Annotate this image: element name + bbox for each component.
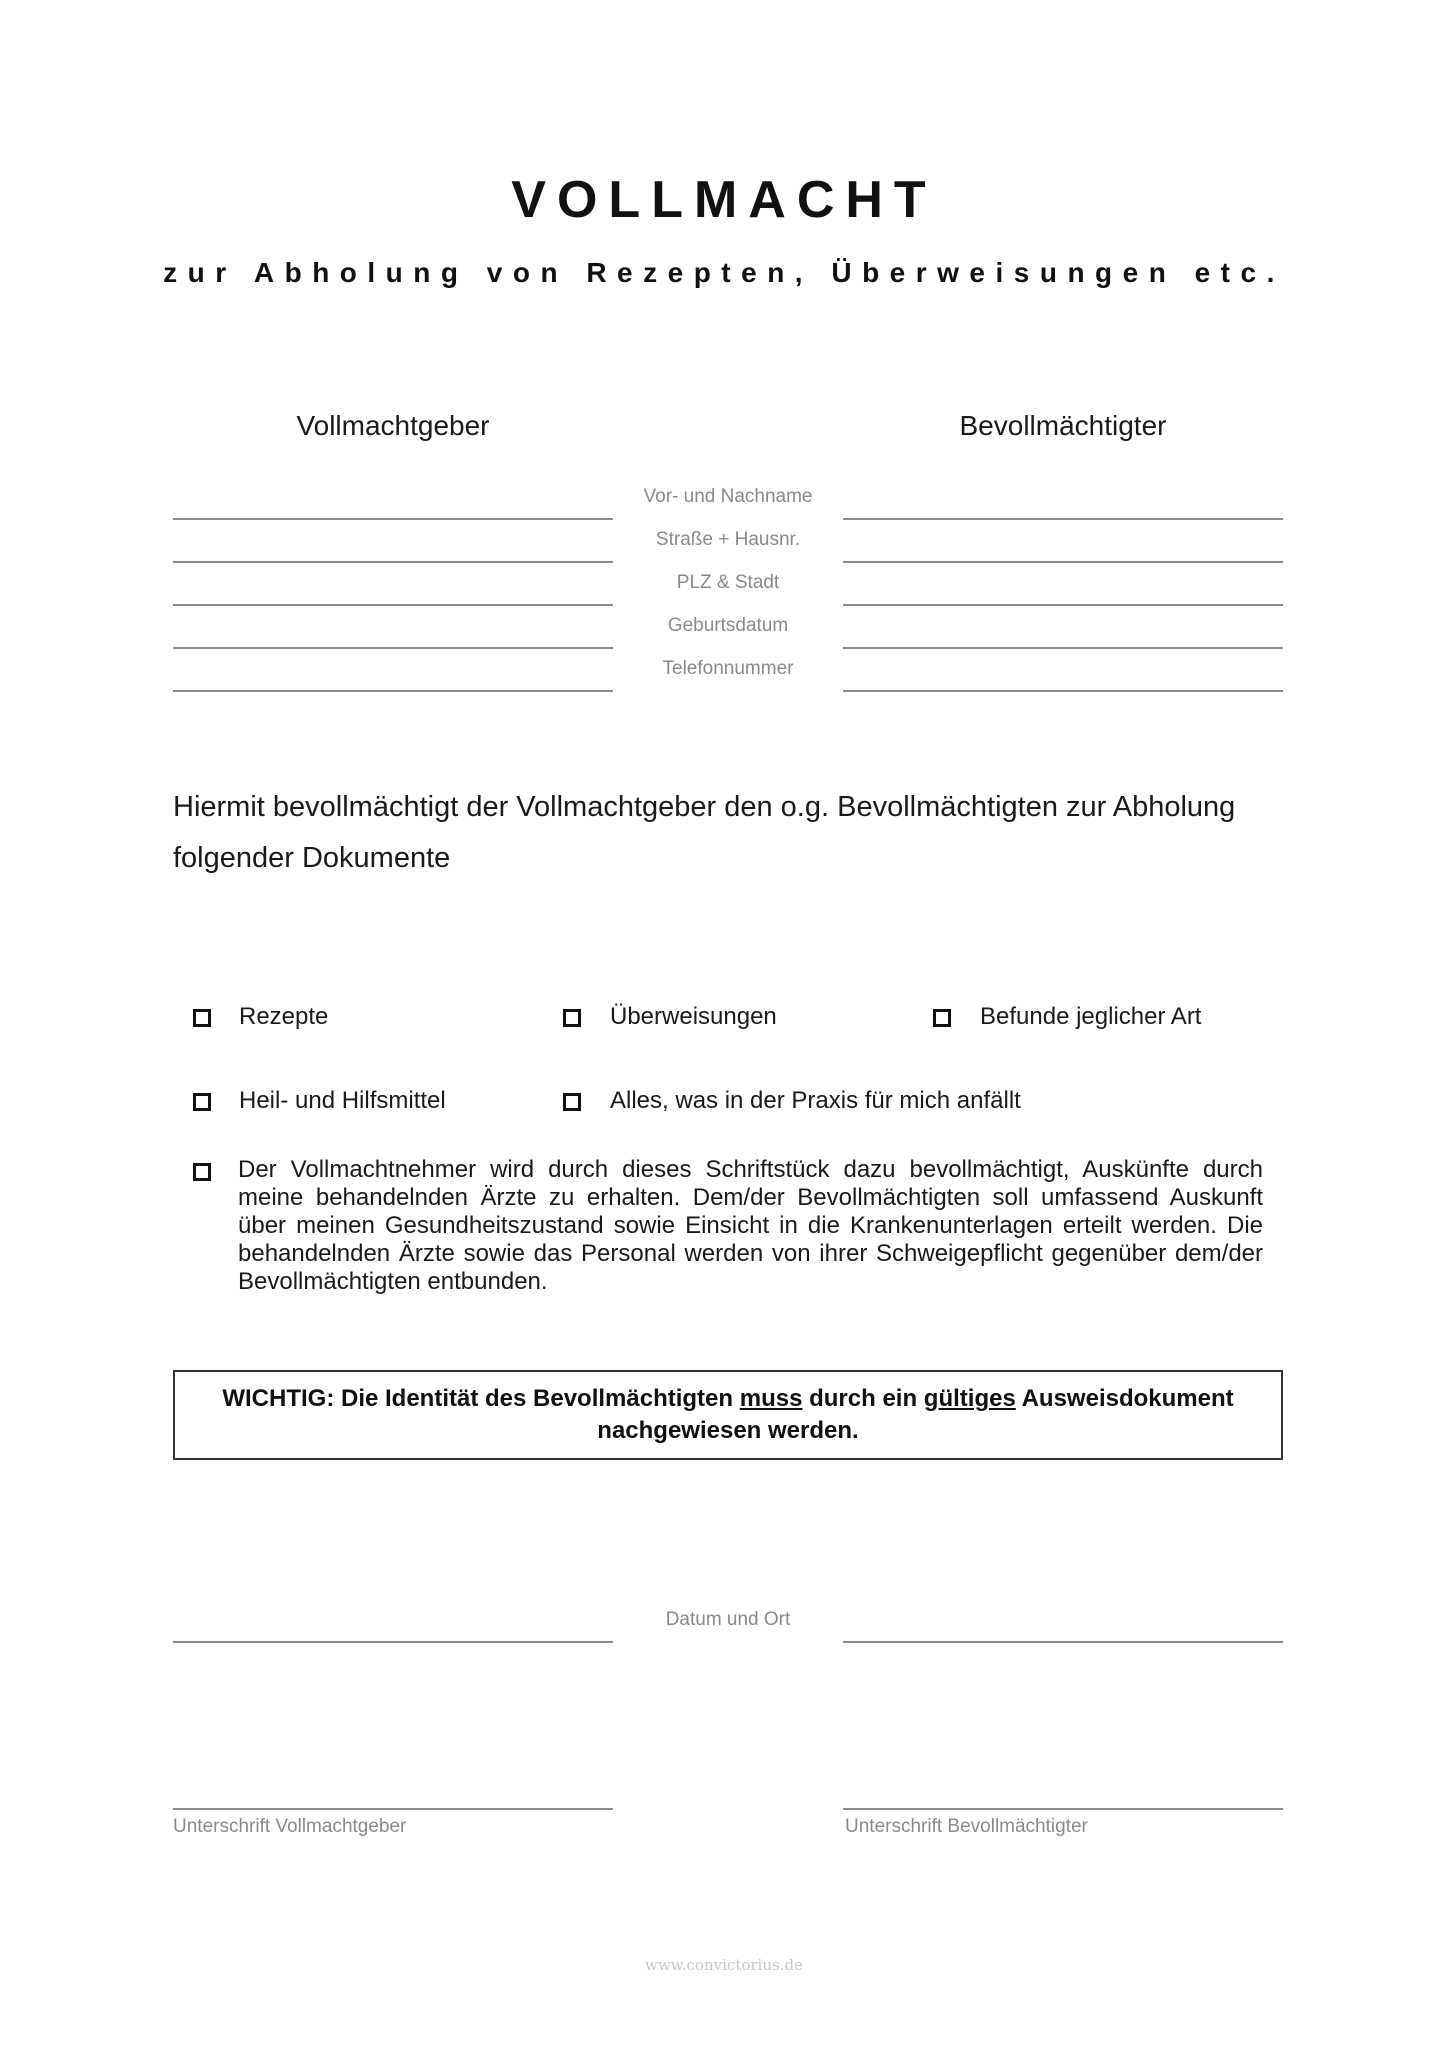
grantor-birthdate-line[interactable] [173, 647, 613, 649]
checkbox-ueberweisungen[interactable] [563, 1009, 581, 1027]
proxy-city-line[interactable] [843, 604, 1283, 606]
important-prefix: WICHTIG: Die Identität des Bevollmächtigten [222, 1385, 740, 1412]
grantor-name-line[interactable] [173, 518, 613, 520]
important-must: muss [739, 1385, 803, 1412]
checkbox-heilmittel[interactable] [193, 1093, 211, 1111]
important-valid: gültiges [923, 1385, 1016, 1412]
proxy-name-line[interactable] [843, 518, 1283, 520]
proxy-heading: Bevollmächtigter [959, 410, 1167, 441]
date-line-left[interactable] [173, 1641, 613, 1643]
option-label-rezepte: Rezepte [239, 1003, 329, 1030]
proxy-signature-label: Unterschrift Bevollmächtigter [845, 1816, 1088, 1837]
option-label-befunde: Befunde jeglicher Art [980, 1003, 1202, 1030]
checkbox-auskunft[interactable] [193, 1163, 211, 1181]
proxy-phone-line[interactable] [843, 690, 1283, 692]
option-label-ueberweisungen: Überweisungen [610, 1003, 777, 1030]
footer-url: www.convictorius.de [645, 1956, 803, 1974]
document-subtitle: zur Abholung von Rezepten, Überweisungen etc. [163, 257, 1285, 288]
checkbox-rezepte[interactable] [193, 1009, 211, 1027]
field-label-phone: Telefonnummer [662, 658, 794, 679]
checkbox-alles[interactable] [563, 1093, 581, 1111]
grantor-signature-line[interactable] [173, 1808, 613, 1810]
important-notice [173, 1370, 1283, 1460]
proxy-birthdate-line[interactable] [843, 647, 1283, 649]
field-label-city: PLZ & Stadt [676, 572, 780, 593]
option-label-alles: Alles, was in der Praxis für mich anfällt [610, 1087, 1021, 1114]
important-suffix: Ausweisdokument nachgewiesen werden. [597, 1385, 1234, 1444]
grantor-phone-line[interactable] [173, 690, 613, 692]
checkbox-befunde[interactable] [933, 1009, 951, 1027]
grantor-signature-label: Unterschrift Vollmachtgeber [173, 1816, 407, 1837]
field-label-name: Vor- und Nachname [643, 486, 813, 507]
intro-text: Hiermit bevollmächtigt der Vollmachtgeber den o.g. Bevollmächtigten zur Abholung folgender Dokumente [173, 791, 1236, 874]
document-title: VOLLMACHT [511, 171, 937, 229]
important-middle: durch ein [802, 1385, 924, 1412]
consent-paragraph: Der Vollmachtnehmer wird durch dieses Schriftstück dazu bevollmächtigt, Auskünfte durch meine behandelnden Ärzte zu erhalten. Dem/der Bevollmächtigten soll umfassend Auskunft über meinen Gesundheitszustand sowie Einsicht in die Krankenunterlagen erteilt werden. Die behandelnden Ärzte sowie das Personal werden von ihrer Schweigepflicht gegenüber dem/der Bevollmächtigten entbunden. [238, 1156, 1263, 1295]
field-label-birthdate: Geburtsdatum [667, 615, 789, 636]
grantor-city-line[interactable] [173, 604, 613, 606]
date-place-label: Datum und Ort [665, 1609, 791, 1630]
proxy-signature-line[interactable] [843, 1808, 1283, 1810]
place-line-right[interactable] [843, 1641, 1283, 1643]
grantor-heading: Vollmachtgeber [296, 410, 490, 441]
important-notice-text [205, 1383, 1251, 1447]
grantor-street-line[interactable] [173, 561, 613, 563]
option-label-heilmittel: Heil- und Hilfsmittel [239, 1087, 446, 1114]
field-label-street: Straße + Hausnr. [655, 529, 801, 550]
proxy-street-line[interactable] [843, 561, 1283, 563]
